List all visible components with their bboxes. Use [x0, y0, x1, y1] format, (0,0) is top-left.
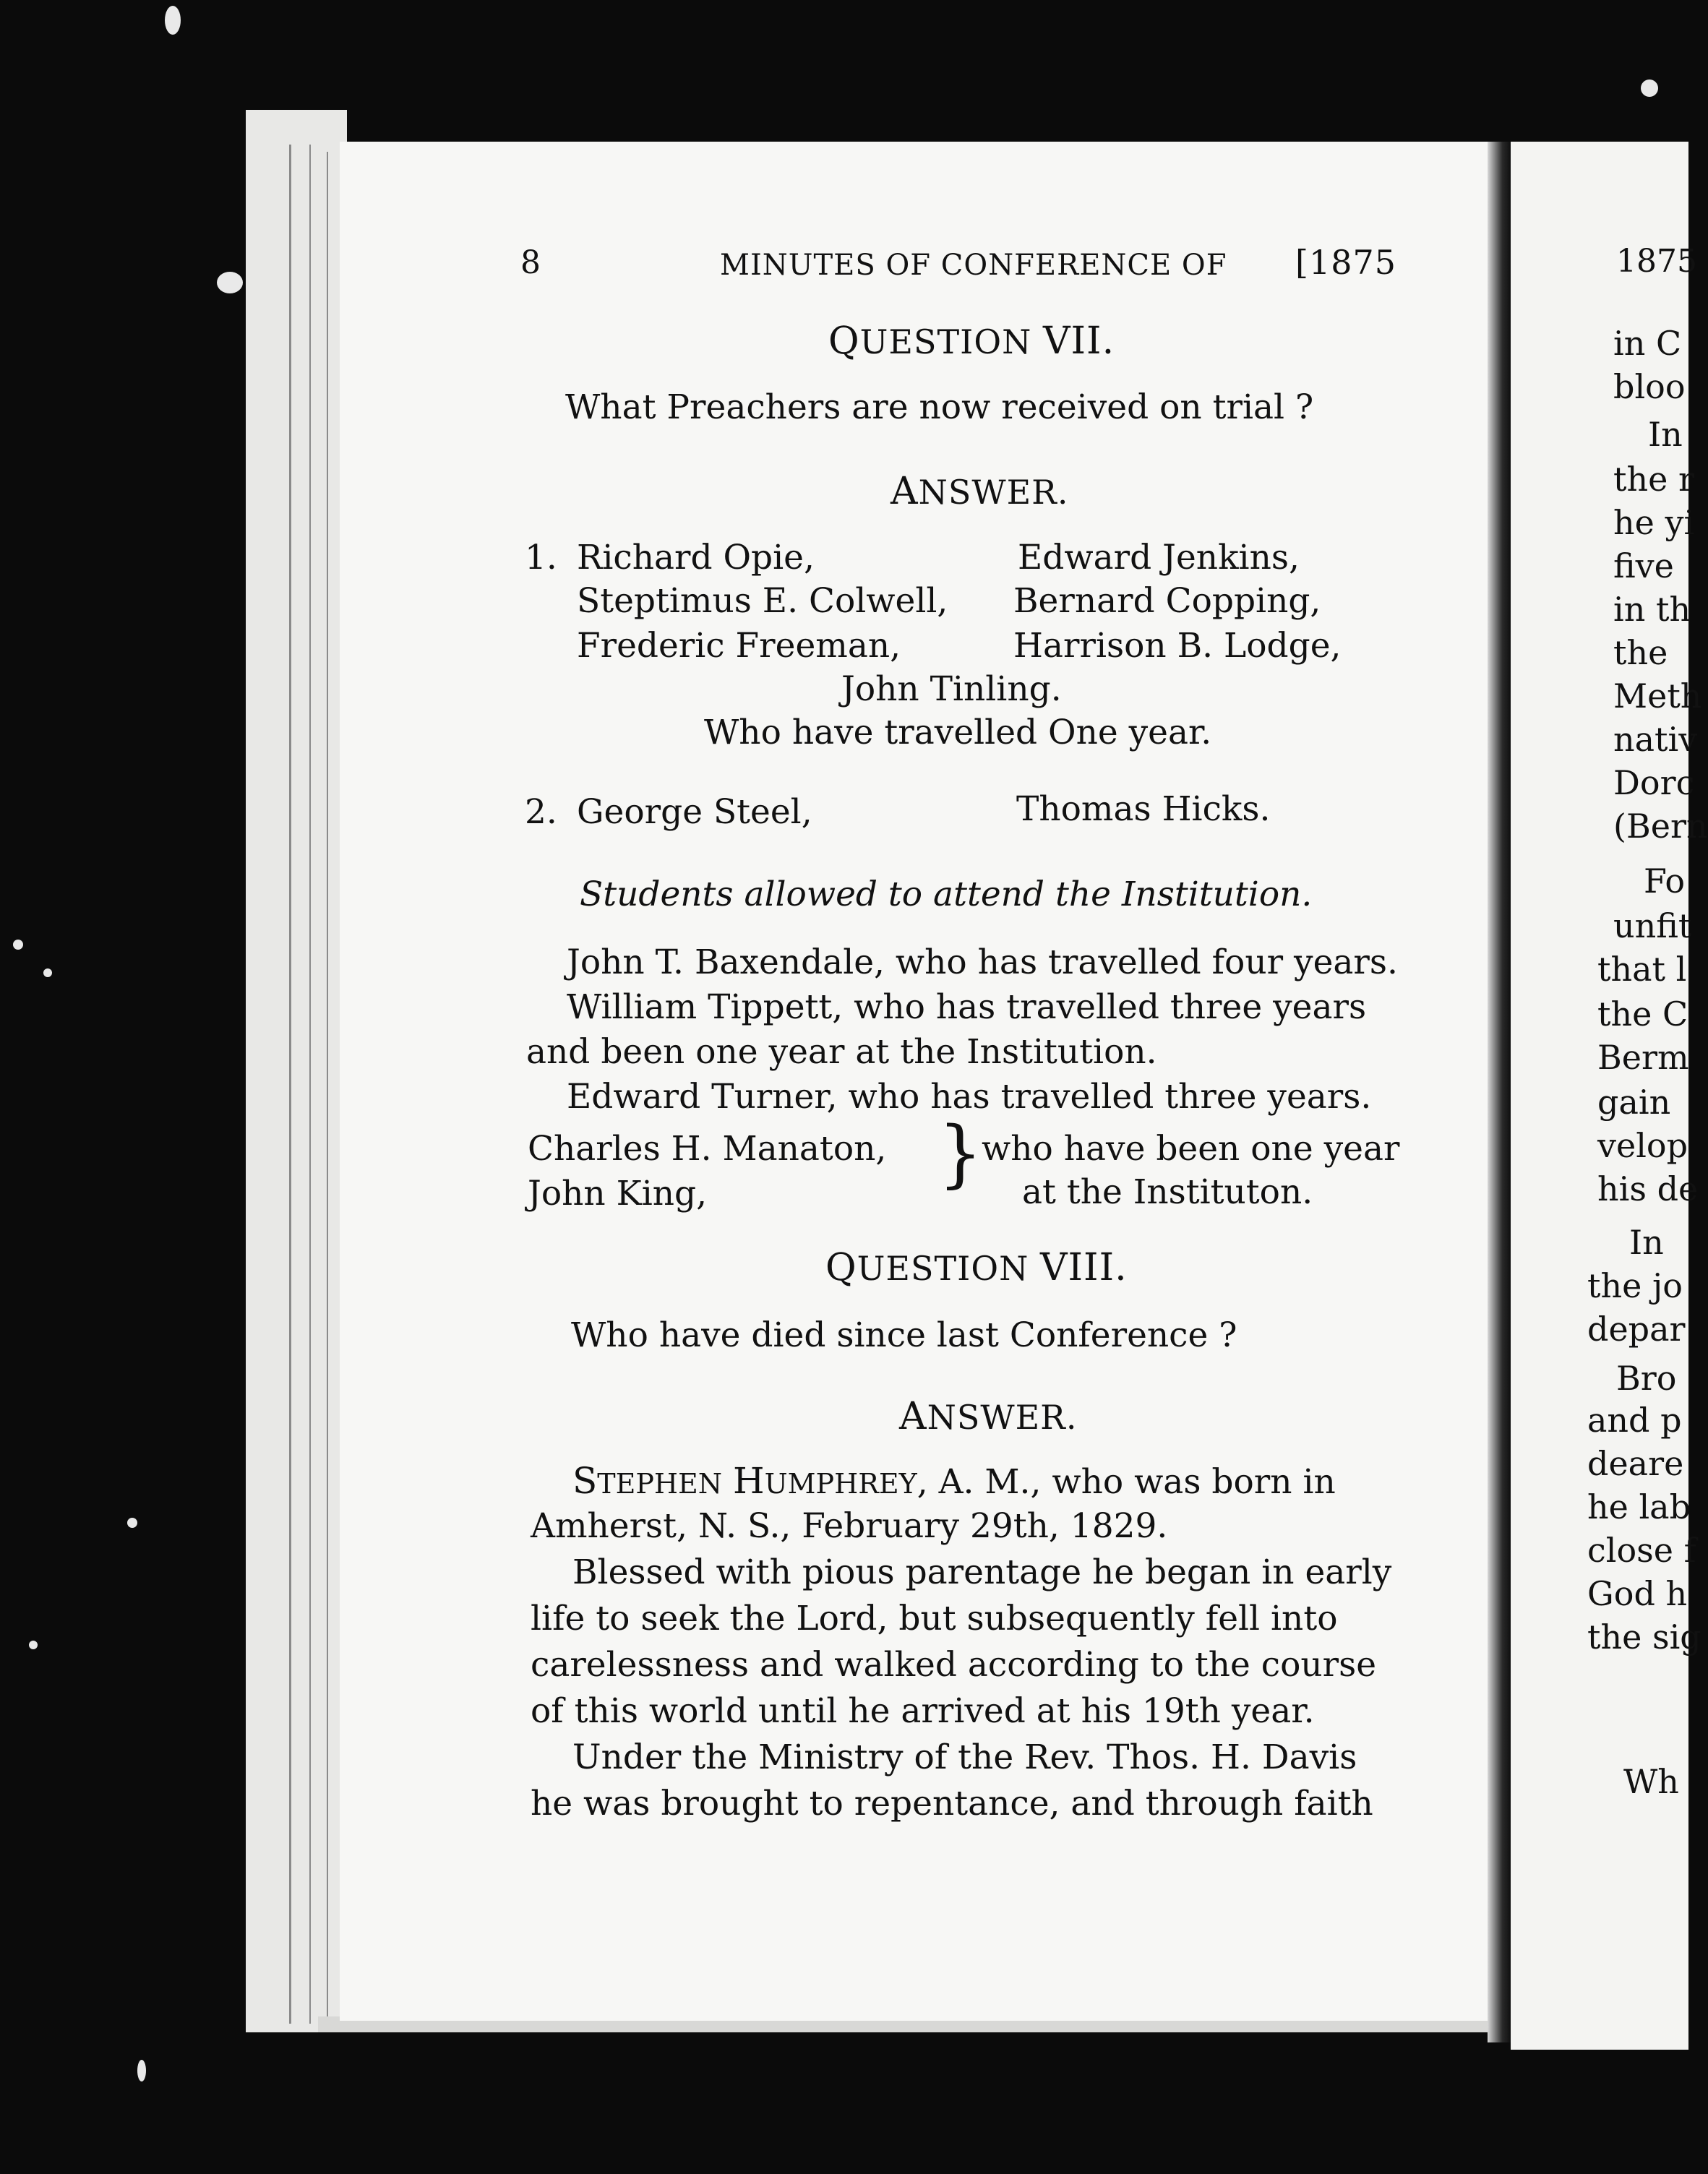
heading-number: VIII. — [1039, 1246, 1128, 1289]
obituary-line: he was brought to repentance, and through faith — [531, 1784, 1373, 1823]
preacher-name: Steptimus E. Colwell, — [577, 581, 948, 621]
page-stack-line — [289, 145, 291, 2024]
preacher-name: Frederic Freeman, — [577, 626, 901, 666]
right-page-line: deare — [1587, 1444, 1684, 1483]
right-page-line: the r — [1613, 460, 1694, 499]
answer-rest: NSWER. — [927, 1398, 1078, 1437]
right-page-line: In — [1629, 1223, 1664, 1262]
scan-speck — [137, 2060, 146, 2081]
right-page-line: Meth — [1613, 676, 1702, 716]
answer-heading — [899, 1395, 1077, 1438]
answer-rest: NSWER. — [918, 473, 1069, 512]
right-page-line: nativ — [1613, 720, 1698, 759]
obituary-first-line — [572, 1460, 1336, 1502]
obituary-line: Under the Ministry of the Rev. Thos. H. Davis — [572, 1737, 1357, 1777]
student-entry: William Tippett, who has travelled three years — [567, 987, 1367, 1027]
question-vii-heading — [828, 319, 1115, 363]
student-entry: and been one year at the Institution. — [526, 1032, 1157, 1072]
scan-speck — [217, 272, 243, 293]
right-page-line: in th — [1613, 590, 1691, 629]
right-page-line: the sig — [1587, 1617, 1701, 1657]
obituary-line: Blessed with pious parentage he began in early — [572, 1552, 1392, 1592]
question-vii-text: What Preachers are now received on trial ? — [565, 387, 1314, 427]
right-page-line: his de — [1597, 1169, 1699, 1208]
scan-speck — [127, 1518, 137, 1528]
preacher-name: Harrison B. Lodge, — [1013, 626, 1342, 666]
right-page-line: close f — [1587, 1531, 1696, 1570]
heading-initial: Q — [825, 1246, 857, 1289]
scan-speck — [29, 1641, 38, 1649]
preacher-name: Edward Jenkins, — [1018, 538, 1300, 577]
heading-rest: UESTION — [857, 1249, 1029, 1288]
name-initial: H — [733, 1460, 765, 1502]
obituary-line: carelessness and walked according to the course — [531, 1645, 1377, 1685]
page-stack-line — [327, 152, 328, 2031]
question-viii-heading — [825, 1246, 1128, 1289]
right-page-line: bloo — [1613, 367, 1686, 406]
right-page-line: depar — [1587, 1310, 1686, 1349]
right-page — [1511, 142, 1708, 2050]
heading-initial: Q — [828, 319, 860, 363]
brace-note: at the Instituton. — [1022, 1172, 1313, 1212]
obituary-tail: , A. M., who was born in — [917, 1462, 1336, 1502]
obituary-line: life to seek the Lord, but subsequently fell into — [531, 1599, 1338, 1638]
right-page-line: 1875 — [1616, 243, 1697, 280]
right-page-line: Bro — [1616, 1359, 1677, 1398]
preacher-name: George Steel, — [577, 792, 812, 832]
student-entry: Edward Turner, who has travelled three years. — [567, 1077, 1372, 1117]
running-title: MINUTES OF CONFERENCE OF — [720, 249, 1227, 282]
right-page-line: in C — [1613, 324, 1682, 363]
answer-initial: A — [899, 1395, 927, 1438]
preacher-name: Richard Opie, — [577, 538, 815, 577]
right-page-line: Wh — [1623, 1762, 1679, 1801]
heading-number: VII. — [1042, 319, 1115, 363]
obituary-line: of this world until he arrived at his 19th year. — [531, 1691, 1315, 1731]
student-entry: John T. Baxendale, who has travelled four years. — [567, 942, 1398, 982]
right-page-line: he yi — [1613, 503, 1695, 542]
scan-speck — [1641, 80, 1658, 97]
name-rest: TEPHEN — [597, 1468, 723, 1500]
travelled-note: Who have travelled One year. — [704, 713, 1212, 752]
page-number: 8 — [520, 244, 541, 281]
page-stack-line — [309, 145, 311, 2024]
preacher-name: Thomas Hicks. — [1016, 789, 1271, 829]
right-page-line: he lab — [1587, 1487, 1691, 1526]
brace-note: who have been one year — [982, 1129, 1400, 1169]
students-heading: Students allowed to attend the Institution. — [580, 875, 1313, 914]
right-page-line: the jo — [1587, 1266, 1683, 1305]
name-initial: S — [572, 1460, 598, 1502]
page-stack-edge — [246, 110, 347, 2032]
header-year: [1875 — [1295, 243, 1397, 282]
right-page-line: five — [1613, 546, 1674, 585]
obituary-line: Amherst, N. S., February 29th, 1829. — [531, 1506, 1168, 1546]
scan-speck — [13, 940, 23, 950]
name-rest: UMPHREY — [764, 1468, 917, 1500]
scan-speck — [165, 6, 181, 35]
list-number: 1. — [525, 538, 557, 577]
student-name: John King, — [528, 1174, 708, 1213]
brace-symbol: } — [938, 1111, 983, 1196]
right-page-line: Fo — [1644, 862, 1686, 901]
right-page-line: that l — [1597, 950, 1687, 989]
right-page-line: the — [1613, 633, 1668, 672]
student-name: Charles H. Manaton, — [528, 1129, 887, 1169]
list-number: 2. — [525, 792, 557, 832]
right-page-line: In — [1648, 415, 1683, 454]
right-page-line: God h — [1587, 1574, 1688, 1613]
right-page-line: (Bern — [1613, 807, 1708, 846]
right-page-line: and p — [1587, 1401, 1682, 1440]
right-page-line: Berm — [1597, 1038, 1689, 1077]
scan-speck — [43, 968, 52, 977]
right-page-line: velop — [1597, 1126, 1688, 1165]
book-gutter — [1488, 142, 1512, 2042]
heading-rest: UESTION — [859, 322, 1032, 361]
right-page-line: gain — [1597, 1083, 1671, 1122]
right-page-line: Dorc — [1613, 763, 1695, 802]
preacher-name-center: John Tinling. — [841, 669, 1062, 709]
preacher-name: Bernard Copping, — [1013, 581, 1321, 621]
right-page-line: the C — [1597, 994, 1688, 1034]
right-page-line: unfit — [1613, 906, 1692, 945]
answer-initial: A — [891, 470, 919, 513]
question-viii-text: Who have died since last Conference ? — [571, 1315, 1237, 1355]
answer-heading — [891, 470, 1068, 513]
